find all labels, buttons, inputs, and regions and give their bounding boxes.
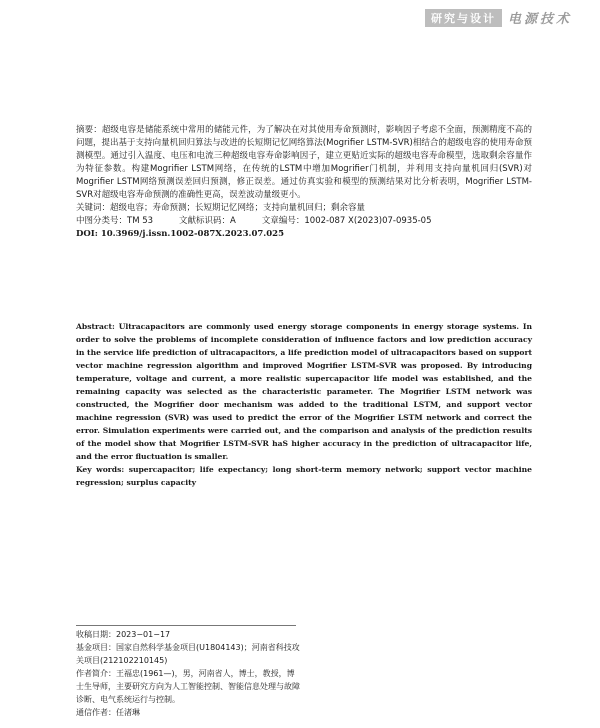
doi: DOI: 10.3969/j.issn.1002-087X.2023.07.025 bbox=[76, 229, 285, 239]
zh-classification bbox=[76, 215, 532, 228]
author-bio: 作者简介：王福忠(1961—)，男，河南省人，博士，教授，博士生导师，主要研究方向为人工智能控制、智能信息处理与故障诊断、电气系统运行与控制。 bbox=[76, 669, 300, 704]
received-date: 收稿日期：2023−01−17 bbox=[76, 630, 171, 639]
zh-abstract-label: 摘要： bbox=[76, 125, 102, 135]
english-abstract-block bbox=[76, 320, 532, 489]
en-keywords bbox=[76, 463, 532, 489]
zh-keywords-text: 超级电容；寿命预测；长短期记忆网络；支持向量机回归；剩余容量 bbox=[110, 203, 366, 213]
corresponding-author: 通信作者：任渚琳 bbox=[76, 708, 140, 717]
journal-header bbox=[425, 8, 572, 27]
zh-keywords-label: 关键词： bbox=[76, 203, 111, 213]
en-keywords-text: supercapacitor; life expectancy; long short-term memory network; support vector machine regression; surplus capacity bbox=[76, 465, 532, 487]
footnote-block bbox=[76, 628, 300, 719]
en-abstract bbox=[76, 320, 532, 463]
journal-name: 电源技术 bbox=[507, 12, 572, 27]
section-label: 研究与设计 bbox=[425, 9, 502, 27]
chinese-abstract-block bbox=[76, 124, 532, 241]
zh-abstract bbox=[76, 124, 532, 202]
zh-keywords bbox=[76, 202, 532, 215]
footnote-divider bbox=[76, 625, 296, 626]
en-abstract-label: Abstract: bbox=[76, 322, 115, 331]
document-code: 文献标识码：A bbox=[179, 216, 236, 226]
clc-number: 中图分类号：TM 53 bbox=[76, 216, 154, 226]
article-number: 文章编号：1002-087 X(2023)07-0935-05 bbox=[261, 216, 432, 226]
en-keywords-label: Key words: bbox=[76, 465, 125, 474]
en-abstract-text: Ultracapacitors are commonly used energy storage components in energy storage systems. In order to solve the problems of incomplete consideration of influence factors and low prediction accuracy in the service life prediction of ultracapacitors, a life prediction model of ultracapacitors based on support vector machine regression algorithm and improved Mogrifier LSTM-SVR was proposed. By introducing temperature, voltage and current, a more realistic supercapacitor life model was established, and the remaining capacity was selected as the characteristic parameter. The Mogrifier LSTM network was constructed, the Mogrifier door mechanism was added to the traditional LSTM, and support vector machine regression (SVR) was used to predict the error of the Mogrifier LSTM network and correct the error. Simulation experiments were carried out, and the comparison and analysis of the prediction results of the model show that Mogrifier LSTM-SVR haS higher accuracy in the prediction of ultracapacitor life, and the error fluctuation is smaller. bbox=[76, 322, 532, 461]
zh-abstract-text: 超级电容是储能系统中常用的储能元件，为了解决在对其使用寿命预测时，影响因子考虑不全面，预测精度不高的问题，提出基于支持向量机回归算法与改进的长短期记忆网络算法(Mogrifier LSTM-SVR)相结合的超级电容的使用寿命预测模型。通过引入温度、电压和电流三种超级电容寿命影响因子，建立更贴近实际的超级电容寿命模型，选取剩余容量作为特征参数。构建Mogrifier LSTM网络，在传统的LSTM中增加Mogrifier门机制，并利用支持向量机回归(SVR)对Mogrifier LSTM网络预测误差回归预测，修正误差。通过仿真实验和模型的预测结果对比分析表明，Mogrifier LSTM-SVR对超级电容寿命预测的准确性更高，误差波动量级更小。 bbox=[76, 125, 532, 200]
funding-info: 基金项目：国家自然科学基金项目(U1804143)；河南省科技攻关项目(212102210145) bbox=[76, 643, 300, 665]
